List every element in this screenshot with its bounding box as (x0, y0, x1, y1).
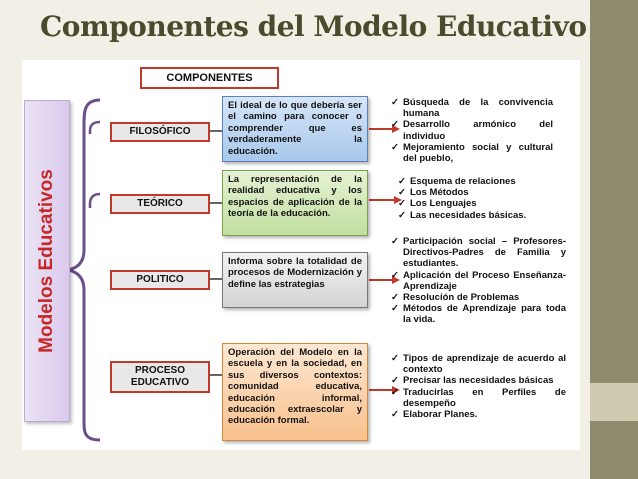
check-icon: ✓ (391, 292, 399, 304)
list-item: ✓ Desarrollo armónico del individuo (391, 119, 553, 142)
list-item: ✓ Traducirlas en Perfiles de desempeño (391, 386, 566, 409)
check-icon: ✓ (391, 303, 399, 315)
list-filosofico (391, 97, 553, 164)
category-teorico: TEÓRICO (110, 194, 210, 214)
side-label-text: Modelos Educativos (36, 169, 57, 353)
check-icon: ✓ (391, 269, 399, 281)
list-item: ✓ Tipos de aprendizaje de acuerdo al contexto (391, 353, 566, 376)
category-proceso-educativo: PROCESO EDUCATIVO (110, 361, 210, 393)
check-icon: ✓ (391, 97, 399, 108)
check-icon: ✓ (391, 409, 399, 421)
list-item: ✓ Los Métodos (398, 187, 469, 199)
list-item: ✓ Aplicación del Proceso Enseñanza-Aprendizaje (391, 269, 566, 292)
list-item: ✓ Elaborar Planes. (391, 409, 478, 421)
slide-title: Componentes del Modelo Educativo (40, 10, 587, 43)
list-item: ✓ Resolución de Problemas (391, 292, 520, 304)
list-item: ✓ Esquema de relaciones (398, 176, 516, 187)
check-icon: ✓ (391, 236, 399, 247)
side-label-box (24, 100, 70, 422)
description-teorico: La representación de la realidad educativa y los espacios de aplicación de la teoría de la educación. (222, 170, 368, 236)
category-filosofico: FILOSÓFICO (110, 122, 210, 142)
check-icon: ✓ (398, 209, 406, 221)
list-item: ✓ Precisar las necesidades básicas (391, 375, 554, 387)
main-bracket (68, 100, 100, 440)
list-politico (391, 236, 566, 326)
list-proceso-educativo (391, 353, 566, 420)
list-item: ✓ Métodos de Aprendizaje para toda la vida. (391, 303, 566, 326)
category-politico: POLITICO (110, 270, 210, 290)
list-item: ✓ Los Lenguajes (398, 198, 477, 210)
check-icon: ✓ (391, 386, 399, 398)
description-proceso-educativo: Operación del Modelo en la escuela y en la sociedad, en sus diversos contextos: comunidad educativa, educación informal, educación extraescolar y educación formal. (222, 343, 368, 441)
description-politico: Informa sobre la totalidad de procesos de Modernización y define las estrategias (222, 252, 368, 308)
check-icon: ✓ (391, 141, 399, 153)
components-header: COMPONENTES (140, 67, 279, 89)
check-icon: ✓ (398, 176, 406, 187)
description-filosofico: El ideal de lo que debería ser el camino para conocer o comprender que es verdaderamente la educación. (222, 96, 368, 162)
list-teorico (398, 176, 548, 221)
check-icon: ✓ (391, 119, 399, 131)
list-item: ✓ Las necesidades básicas. (398, 209, 527, 221)
check-icon: ✓ (391, 353, 399, 364)
list-item: ✓ Participación social – Profesores-Directivos-Padres de Familia y estudiantes. (391, 236, 566, 270)
check-icon: ✓ (398, 198, 406, 210)
list-item: ✓ Mejoramiento social y cultural del pueblo, (391, 141, 553, 165)
list-item: ✓ Búsqueda de la convivencia humana (391, 97, 553, 120)
check-icon: ✓ (398, 187, 406, 199)
check-icon: ✓ (391, 375, 399, 387)
